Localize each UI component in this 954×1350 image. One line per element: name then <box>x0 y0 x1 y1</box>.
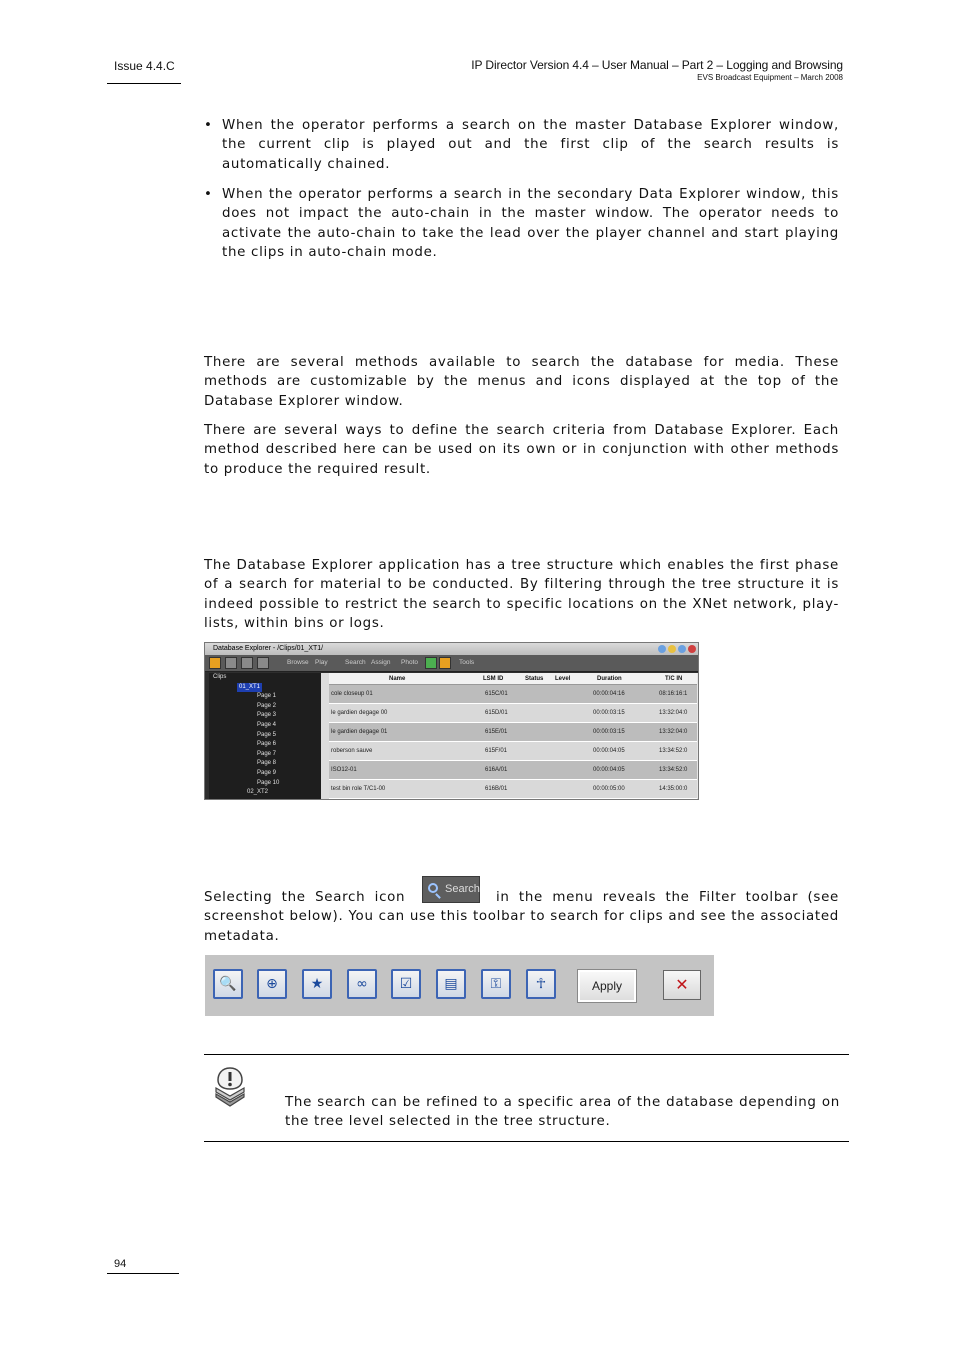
table-cell: 00:00:05:00 <box>593 786 625 792</box>
table-cell: 00:00:04:16 <box>593 691 625 697</box>
column-header[interactable]: Level <box>555 676 571 682</box>
window-titlebar <box>205 643 698 655</box>
table-cell: 615D/01 <box>485 710 508 716</box>
paragraph-text: Selecting the Search icon <box>204 890 406 905</box>
window-title: Database Explorer - /Clips/01_XT1/ <box>213 645 324 652</box>
table-cell: 08:16:16:1 <box>659 691 688 697</box>
toolbar-play[interactable]: Play <box>315 659 328 666</box>
toolbar-search[interactable]: Search <box>345 659 366 666</box>
column-header[interactable]: Duration <box>597 676 622 682</box>
table-row[interactable] <box>329 780 697 799</box>
table-cell: 13:32:04:0 <box>659 710 688 716</box>
paste-icon[interactable] <box>257 657 269 669</box>
table-cell: 00:00:04:05 <box>593 748 625 754</box>
filter-toolbar <box>205 955 714 1016</box>
table-cell: cole closeup 01 <box>331 691 373 697</box>
table-cell: 616A/01 <box>485 767 508 773</box>
bullet-item <box>204 185 839 263</box>
tree-node-page[interactable]: Page 4 <box>257 721 277 728</box>
tree-node-page[interactable]: Page 2 <box>257 702 277 709</box>
table-cell: 13:34:52:0 <box>659 748 688 754</box>
checkbox-filter-icon[interactable]: ☑ <box>391 969 421 999</box>
table-cell: 615F/01 <box>485 748 508 754</box>
table-cell: 14:35:00:0 <box>659 786 688 792</box>
toolbar-assign[interactable]: Assign <box>371 659 391 666</box>
column-header[interactable]: LSM ID <box>483 676 504 682</box>
bullet-text: When the operator performs a search on the master Database Explorer window, the current clip is played out and the first clip of the search results is automatically chained. <box>222 118 839 172</box>
table-row[interactable] <box>329 704 697 723</box>
issue-label: Issue 4.4.C <box>114 59 175 73</box>
tree-node-page[interactable]: Page 9 <box>257 769 277 776</box>
apply-button[interactable]: Apply <box>577 969 637 1003</box>
paragraph: There are several methods available to search the database for media. These methods are customizable by the menus and icons displayed at the top of the Database Explorer window. <box>204 355 839 409</box>
table-cell: ISO12-01 <box>331 767 357 773</box>
database-explorer-screenshot <box>204 642 699 800</box>
search-button-image <box>422 876 480 903</box>
table-row[interactable] <box>329 723 697 742</box>
warning-note-icon <box>213 1066 247 1108</box>
table-header <box>329 673 697 685</box>
table-scrollbar[interactable] <box>697 673 699 800</box>
close-filter-button[interactable]: ✕ <box>663 970 701 1000</box>
tree-node-page[interactable]: Page 7 <box>257 750 277 757</box>
paragraph-text: in the menu reveals the Filter toolbar (see screenshot below). You can use this toolbar to search for clips and see the associated metadata. <box>204 890 839 944</box>
header-rule <box>107 83 181 84</box>
copy-icon[interactable] <box>241 657 253 669</box>
footer-rule <box>107 1273 179 1274</box>
note-top-rule <box>204 1054 849 1055</box>
document-title: IP Director Version 4.4 – User Manual – Part 2 – Logging and Browsing <box>471 58 843 72</box>
key-filter-icon[interactable]: ⚿ <box>481 969 511 999</box>
bullet-text: When the operator performs a search in the secondary Data Explorer window, this does not impact the auto-chain in the master window. The operator needs to activate the auto-chain to take the lead over the player channel and start playing the clips in auto-chain mode. <box>222 187 839 261</box>
search-filter-icon[interactable]: 🔍 <box>213 969 243 999</box>
tree-node-clips[interactable]: Clips <box>213 674 227 680</box>
tree-node-page[interactable]: Page 6 <box>257 741 277 748</box>
window-toolbar <box>205 655 698 672</box>
table-cell: 00:00:03:15 <box>593 710 625 716</box>
table-cell: test bin role T/C1-00 <box>331 786 386 792</box>
bullet-dot: • <box>204 118 213 133</box>
tree-node-page[interactable]: Page 10 <box>257 779 280 786</box>
magnifier-icon <box>428 883 438 893</box>
tree-node-label: 01_XT1 <box>237 683 262 693</box>
bullet-dot: • <box>204 187 213 202</box>
column-header[interactable]: Name <box>389 676 406 682</box>
table-body <box>329 685 697 799</box>
media-filter-icon[interactable]: ▤ <box>436 969 466 999</box>
table-cell: 00:00:04:05 <box>593 767 625 773</box>
page-number: 94 <box>114 1258 127 1270</box>
tree-node-xt1[interactable] <box>209 683 321 693</box>
toolbar-photo[interactable]: Photo <box>401 659 418 666</box>
table-cell: roberson sauve <box>331 748 373 754</box>
document-subtitle: EVS Broadcast Equipment – March 2008 <box>697 73 843 82</box>
toolbar-browse[interactable]: Browse <box>287 659 309 666</box>
column-header[interactable]: Status <box>525 676 544 682</box>
paragraph: There are several ways to define the search criteria from Database Explorer. Each method described here can be used on its own or in conjunction with other methods to produce the required result. <box>204 423 839 477</box>
refresh-icon[interactable] <box>439 657 451 669</box>
keyword-filter-icon[interactable]: ∞ <box>347 969 377 999</box>
tree-node-page[interactable]: Page 1 <box>257 693 277 700</box>
toolbar-tools[interactable]: Tools <box>459 659 475 666</box>
table-row[interactable] <box>329 742 697 761</box>
table-row[interactable] <box>329 685 697 704</box>
table-cell: 13:34:52:0 <box>659 767 688 773</box>
table-row[interactable] <box>329 761 697 780</box>
clips-table <box>329 673 697 800</box>
minimize-icon[interactable] <box>668 645 676 653</box>
tree-node-page[interactable]: Page 5 <box>257 731 277 738</box>
paragraph <box>204 888 839 946</box>
bullet-item <box>204 116 839 174</box>
chart-icon[interactable] <box>209 657 221 669</box>
person-filter-icon[interactable]: ☥ <box>526 969 556 999</box>
table-cell: 615C/01 <box>485 691 508 697</box>
tree-scrollbar[interactable] <box>321 673 329 800</box>
table-cell: le gardien degage 01 <box>331 729 388 735</box>
close-icon[interactable] <box>688 645 696 653</box>
note-text: The search can be refined to a specific area of the database depending on the tree level selected in the tree structure. <box>285 1095 840 1130</box>
column-header[interactable]: T/C IN <box>665 676 683 682</box>
paragraph: The Database Explorer application has a tree structure which enables the first phase of a search for material to be conducted. By filtering through the tree structure it is indeed possible to restrict the search to specific locations on the XNet network, play-lists, within bins or logs. <box>204 558 839 632</box>
tree-node-page[interactable]: Page 8 <box>257 760 277 767</box>
tree-panel <box>209 673 321 800</box>
star-filter-icon[interactable]: ★ <box>302 969 332 999</box>
help-icon[interactable] <box>658 645 666 653</box>
table-cell: 13:32:04:0 <box>659 729 688 735</box>
tree-node-page[interactable]: Page 3 <box>257 712 277 719</box>
table-cell: 00:00:03:15 <box>593 729 625 735</box>
maximize-icon[interactable] <box>678 645 686 653</box>
table-cell: le gardien degage 00 <box>331 710 388 716</box>
table-cell: 615E/01 <box>485 729 508 735</box>
note-bottom-rule <box>204 1141 849 1142</box>
target-filter-icon[interactable]: ⊕ <box>257 969 287 999</box>
check-icon[interactable] <box>425 657 437 669</box>
table-cell: 616B/01 <box>485 786 508 792</box>
search-button-label: Search <box>445 883 480 895</box>
document-header <box>471 58 843 82</box>
page-icon[interactable] <box>225 657 237 669</box>
tree-node-xt2[interactable]: 02_XT2 <box>247 789 269 796</box>
